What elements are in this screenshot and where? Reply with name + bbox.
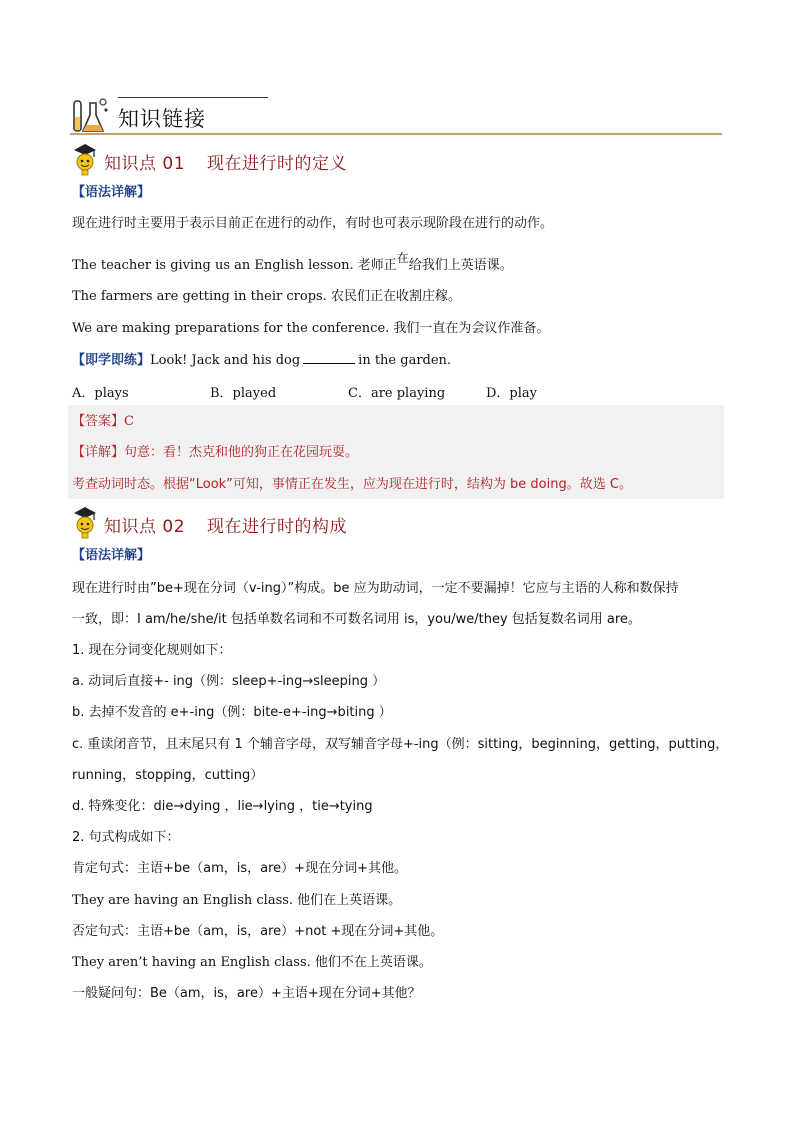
scholar-mascot-icon (72, 505, 98, 539)
kp1-ex1-cn-a: 老师正 (357, 258, 397, 273)
kp2-negative-form: 否定句式：主语+be（am，is，are）+not +现在分词+其他。 (72, 924, 444, 939)
knowledge-point-2-title (104, 512, 347, 537)
scholar-mascot-icon (72, 142, 98, 176)
option-c: C．are playing (348, 386, 446, 401)
kp2-positive-example: They are having an English class. 他们在上英语课。 (72, 893, 402, 908)
kp2-positive-form: 肯定句式：主语+be（am，is，are）+现在分词+其他。 (72, 861, 407, 876)
kp1-answer (72, 413, 134, 431)
kp1-example-2: The farmers are getting in their crops. 农民们正在收割庄稼。 (72, 289, 461, 304)
kp1-answer-tag: 【答案】 (72, 414, 125, 429)
header-rule (70, 133, 722, 135)
option-d: D．play (486, 386, 537, 401)
kp2-rule-c-line-1: c. 重读闭音节，且末尾只有 1 个辅音字母，双写辅音字母+-ing（例：sitting，beginning，getting，putting， (72, 737, 729, 752)
header-title: 知识链接 (118, 107, 206, 131)
knowledge-point-1-title (104, 149, 347, 174)
kp2-negative-example: They aren’t having an English class. 他们不在上英语课。 (72, 955, 432, 970)
kp1-definition: 现在进行时主要用于表示目前正在进行的动作，有时也可表示现阶段在进行的动作。 (72, 216, 554, 231)
knowledge-point-1-heading (72, 142, 472, 178)
kp1-practice-b: in the garden. (358, 353, 452, 368)
option-a: A．plays (72, 386, 129, 401)
kp2-rule-b: b. 去掉不发音的 e+-ing（例：bite-e+-ing→biting ） (72, 705, 392, 720)
section-header (70, 95, 722, 135)
kp2-name: 现在进行时的构成 (207, 517, 348, 537)
kp2-rule-c-line-2: running，stopping，cutting） (72, 768, 264, 783)
kp2-rule-a: a. 动词后直接+- ing（例：sleep+-ing→sleeping ） (72, 674, 386, 689)
kp1-explain: 考查动词时态。根据“Look”可知，事情正在发生，应为现在进行时，结构为 be doing。故选 C。 (72, 477, 632, 492)
kp1-number: 知识点 01 (104, 154, 186, 174)
kp2-sentence-title: 2. 句式构成如下： (72, 830, 180, 845)
kp1-detail-text: 句意：看！杰克和他的狗正在花园玩耍。 (124, 445, 359, 460)
kp1-practice-a: Look! Jack and his dog (150, 353, 301, 368)
option-b: B．played (210, 386, 277, 401)
kp2-grammar-tag: 【语法详解】 (72, 548, 151, 563)
answer-blank (303, 351, 355, 364)
kp2-rule-title: 1. 现在分词变化规则如下： (72, 643, 232, 658)
kp1-grammar-tag: 【语法详解】 (72, 185, 151, 200)
kp1-ex1-cn-sup: 在 (396, 251, 409, 265)
kp2-number: 知识点 02 (104, 517, 186, 537)
kp1-answer-value: C (124, 414, 134, 429)
kp1-example-3: We are making preparations for the conference. 我们一直在为会议作准备。 (72, 321, 550, 336)
header-top-line (118, 97, 268, 98)
flask-icon (70, 95, 112, 135)
kp1-example-1 (72, 251, 513, 275)
kp2-paragraph-line-1: 现在进行时由”be+现在分词（v-ing）”构成。be 应为助动词，一定不要漏掉！它应与主语的人称和数保持 (72, 581, 679, 596)
kp1-practice (72, 351, 451, 370)
kp1-name: 现在进行时的定义 (207, 154, 348, 174)
kp2-question-form: 一般疑问句：Be（am，is，are）+主语+现在分词+其他？ (72, 986, 421, 1001)
kp1-options (72, 382, 672, 400)
kp1-ex1-cn-b: 给我们上英语课。 (408, 258, 513, 273)
knowledge-point-2-heading (72, 505, 472, 541)
kp1-practice-tag: 【即学即练】 (72, 353, 151, 368)
kp1-detail (72, 444, 358, 462)
kp2-rule-d: d. 特殊变化：die→dying ，lie→lying ，tie→tying (72, 799, 373, 814)
kp2-paragraph-line-2: 一致，即：I am/he/she/it 包括单数名词和不可数名词用 is，you/we/they 包括复数名词用 are。 (72, 612, 641, 627)
kp1-detail-tag: 【详解】 (72, 445, 125, 460)
kp1-ex1-en: The teacher is giving us an English lesson. (72, 258, 358, 273)
